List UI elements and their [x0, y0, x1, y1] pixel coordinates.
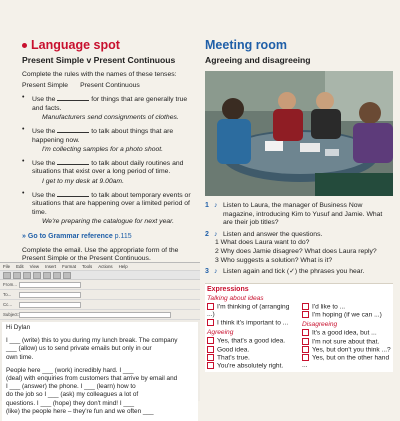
answer-blank[interactable]	[57, 158, 89, 165]
cc-field[interactable]	[19, 302, 81, 308]
rule-post: to talk about daily routines and situations that exist over a long period of time.	[32, 159, 184, 176]
bullet-icon: •	[22, 125, 25, 133]
expressions-title: Expressions	[207, 285, 249, 293]
subject-label: Subject:	[3, 312, 19, 317]
task-text: Listen and answer the questions.	[223, 230, 323, 238]
meeting-photo-illustration	[205, 71, 393, 196]
rule-example: We're preparing the catalogue for next year.	[42, 218, 175, 226]
task-number: 1	[205, 202, 209, 209]
bullet-icon: •	[22, 189, 25, 197]
answer-blank[interactable]	[57, 94, 89, 101]
email-window	[0, 262, 200, 415]
expression-item[interactable]: I'm hoping (if we can ...)	[302, 311, 391, 319]
task-number: 3	[205, 268, 209, 276]
expressions-box	[205, 283, 393, 373]
attach-icon[interactable]	[63, 272, 71, 279]
rule-pre: Use the	[32, 127, 56, 135]
email-body[interactable]	[2, 322, 198, 421]
checkbox-icon[interactable]	[207, 337, 214, 344]
meeting-room-title: Meeting room	[205, 38, 287, 52]
language-spot-title: Language spot	[22, 38, 197, 52]
menu-item-actions[interactable]: Actions	[98, 264, 113, 269]
rules-instruction: Complete the rules with the names of these tenses:	[22, 71, 177, 78]
subquestion: 2 Why does Jamie disagree? What does Laura reply?	[215, 247, 377, 255]
checkbox-icon[interactable]	[302, 329, 309, 336]
menu-item-view[interactable]: View	[29, 264, 40, 269]
task-1	[205, 202, 393, 228]
menu-item-help[interactable]: Help	[118, 264, 128, 269]
task-text: Listen to Laura, the manager of Business Now magazine, introducing Kim to Yusuf and Jamie. What are their job titles?	[223, 202, 383, 227]
expression-item[interactable]: I think it's important to ...	[207, 319, 296, 327]
task-2	[205, 231, 393, 240]
rule-pre: Use the	[32, 159, 56, 167]
expression-item[interactable]: That's true.	[207, 354, 296, 362]
rules-list	[22, 94, 197, 227]
checkbox-icon[interactable]	[302, 311, 309, 318]
rule-item	[22, 126, 197, 155]
email-line: questions. I ___ (hope) they don't mind! I ___	[6, 399, 135, 407]
from-field[interactable]	[19, 282, 81, 288]
rule-post: for things that are generally true and facts.	[32, 96, 188, 112]
email-line: (like) the people here – they're fun and we often ___	[6, 407, 154, 415]
checkbox-icon[interactable]	[207, 303, 214, 310]
rule-item	[22, 94, 197, 123]
rule-example: I'm collecting samples for a photo shoot.	[42, 146, 164, 154]
copy-icon[interactable]	[43, 272, 51, 279]
task-3	[205, 268, 393, 277]
language-spot-subheading: Present Simple v Present Continuous	[22, 55, 176, 65]
bullet-icon: •	[22, 157, 25, 165]
subquestion: 1 What does Laura want to do?	[215, 239, 310, 247]
cut-icon[interactable]	[33, 272, 41, 279]
task-number: 2	[205, 230, 209, 238]
to-row	[0, 290, 200, 300]
bullet-icon: •	[22, 94, 25, 102]
email-menu-bar	[0, 263, 200, 271]
meeting-room-section	[205, 38, 393, 372]
cc-row	[0, 300, 200, 310]
language-spot-section	[22, 38, 197, 264]
expression-item[interactable]: I'm thinking of (arranging ...)	[207, 303, 290, 318]
agree-label: Agreeing	[207, 329, 234, 337]
rule-post: to talk about things that are happening now.	[32, 127, 174, 144]
expression-item[interactable]: Yes, but on the other hand ...	[302, 354, 390, 370]
to-label: To...	[3, 292, 12, 297]
cc-label: Cc...	[3, 302, 13, 307]
expression-item[interactable]: You're absolutely right.	[207, 362, 296, 370]
to-field[interactable]	[19, 292, 81, 298]
checkbox-icon[interactable]	[207, 319, 214, 326]
email-greeting: Hi Dylan	[6, 324, 31, 331]
rule-pre: Use the	[32, 191, 56, 199]
menu-item-insert[interactable]: Insert	[45, 264, 57, 269]
checkbox-icon[interactable]	[302, 354, 309, 361]
menu-item-tools[interactable]: Tools	[81, 264, 93, 269]
rule-post: to talk about temporary events or situations that are happening over a limited period of time.	[32, 191, 191, 216]
send-icon[interactable]	[3, 272, 11, 279]
task-text: Listen again and tick (✓) the phrases you hear.	[223, 268, 365, 276]
expressions-grid	[205, 295, 393, 373]
expression-item[interactable]: I'd like to ...	[302, 303, 391, 311]
print-icon[interactable]	[23, 272, 31, 279]
email-line: People here ___ (work) incredibly hard. I ___	[6, 366, 134, 374]
rule-example: I get to my desk at 9.00am.	[42, 177, 124, 185]
expression-item[interactable]: Yes, that's a good idea.	[207, 337, 296, 345]
menu-item-edit[interactable]: Edit	[16, 264, 24, 269]
subject-field[interactable]	[19, 312, 171, 318]
ideas-label: Talking about ideas	[207, 294, 264, 302]
from-row	[0, 280, 200, 290]
email-line: (deal) with enquiries from customers that arrive by email and	[6, 375, 178, 383]
expression-item[interactable]: I'm not sure about that.	[302, 338, 391, 346]
disagree-label: Disagreeing	[302, 321, 338, 329]
email-instruction: Complete the email. Use the appropriate form of the Present Simple or the Present Continuous.	[22, 246, 179, 263]
email-line: do the job so I ___ (ask) my colleagues a lot of	[6, 391, 139, 399]
menu-item-file[interactable]: File	[3, 264, 11, 269]
email-toolbar	[0, 271, 200, 280]
grammar-reference-page: p.115	[114, 232, 132, 240]
expression-item[interactable]: Good idea.	[207, 346, 296, 354]
checkbox-icon[interactable]	[302, 338, 309, 345]
rule-pre: Use the	[32, 96, 56, 104]
meeting-photo	[205, 71, 393, 196]
audio-icon: ♪	[214, 268, 218, 276]
rule-item	[22, 190, 197, 227]
from-label: From...	[3, 282, 17, 287]
email-line: I ___ (write) this to you during my lunch break. The company	[6, 337, 178, 345]
rule-item	[22, 158, 197, 187]
audio-icon: ♪	[214, 202, 218, 209]
menu-item-format[interactable]: Format	[62, 264, 76, 269]
audio-icon: ♪	[214, 230, 218, 238]
paste-icon[interactable]	[53, 272, 61, 279]
answer-blank[interactable]	[57, 190, 89, 197]
meeting-room-subheading: Agreeing and disagreeing	[205, 55, 311, 65]
email-line: ___ (allow) us to send private emails but only in our	[6, 345, 152, 353]
double-arrow-icon: »	[22, 232, 26, 240]
tense-option: Present Simple	[22, 81, 69, 89]
tense-options	[22, 82, 197, 91]
subject-row	[0, 310, 200, 320]
listening-tasks	[205, 202, 393, 277]
checkbox-icon[interactable]	[207, 354, 214, 361]
save-icon[interactable]	[13, 272, 21, 279]
checkbox-icon[interactable]	[207, 346, 214, 353]
rule-example: Manufacturers send consignments of clothes.	[42, 114, 179, 122]
answer-blank[interactable]	[57, 126, 89, 133]
expression-item[interactable]: Yes, but don't you think ...?	[302, 346, 391, 354]
checkbox-icon[interactable]	[302, 303, 309, 310]
grammar-reference-link[interactable]: » Go to Grammar reference p.115	[22, 232, 132, 240]
email-line: own time.	[6, 353, 34, 361]
bullet-icon	[22, 43, 27, 48]
subquestion: 3 Who suggests a solution? What is it?	[215, 256, 333, 264]
tense-option: Present Continuous	[80, 81, 140, 89]
checkbox-icon[interactable]	[207, 362, 214, 369]
email-line: I ___ (answer) the phone. I ___ (learn) how to	[6, 383, 136, 391]
expression-item[interactable]: It's a good idea, but ...	[302, 329, 391, 337]
checkbox-icon[interactable]	[302, 346, 309, 353]
